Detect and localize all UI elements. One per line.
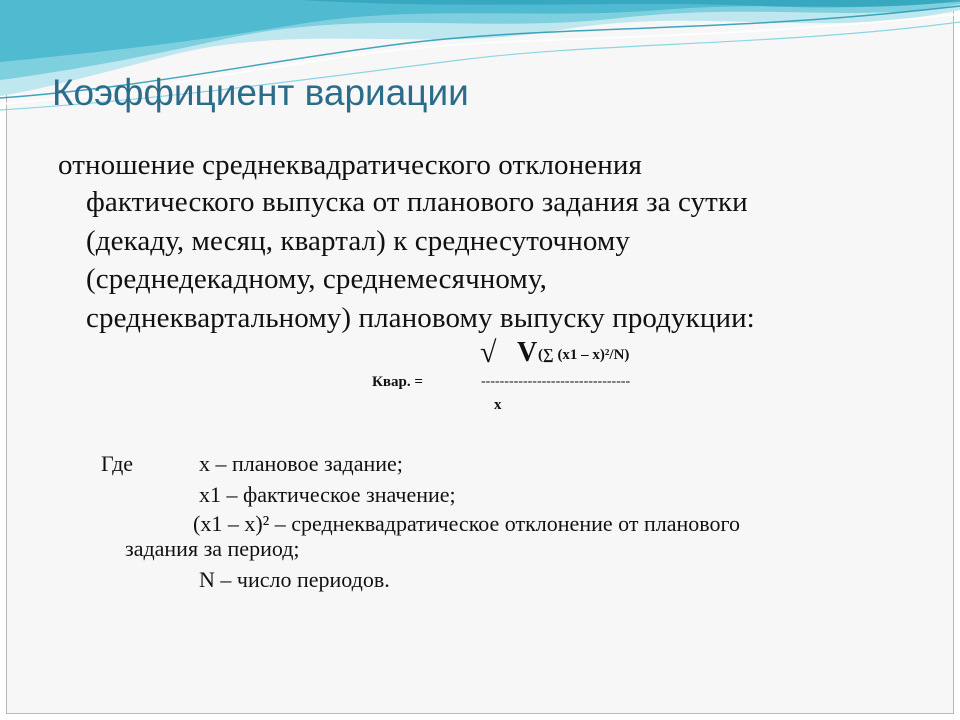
formula-v: V (517, 337, 538, 368)
definition-diff-line-1: (x1 – x)² – среднеквадратическое отклонение от планового (193, 511, 740, 536)
slide-title: Коэффициент вариации (52, 72, 469, 113)
definition-line-4: (среднедекадному, среднемесячному, (86, 263, 547, 295)
definition-x1: x1 – фактическое значение; (199, 482, 456, 507)
definition-diff-line-2: задания за период; (125, 536, 300, 561)
where-label: Где (101, 451, 134, 476)
definition-line-1: отношение среднеквадратического отклонения (58, 149, 642, 181)
formula-numerator: (∑ (x1 – x)²/N) (538, 347, 630, 363)
definition-line-2: фактического выпуска от планового задания за сутки (86, 186, 748, 218)
formula-sqrt-sign: √ (480, 336, 497, 369)
definition-line-5: среднеквартальному) плановому выпуску продукции: (86, 302, 755, 334)
definition-line-3: (декаду, месяц, квартал) к среднесуточному (86, 225, 630, 257)
formula-fraction-bar: -------------------------------- (481, 374, 631, 389)
formula-denominator: x (494, 397, 502, 413)
formula-label: Квар. = (372, 374, 423, 390)
definition-n: N – число периодов. (199, 567, 390, 592)
definition-x: x – плановое задание; (199, 451, 403, 476)
